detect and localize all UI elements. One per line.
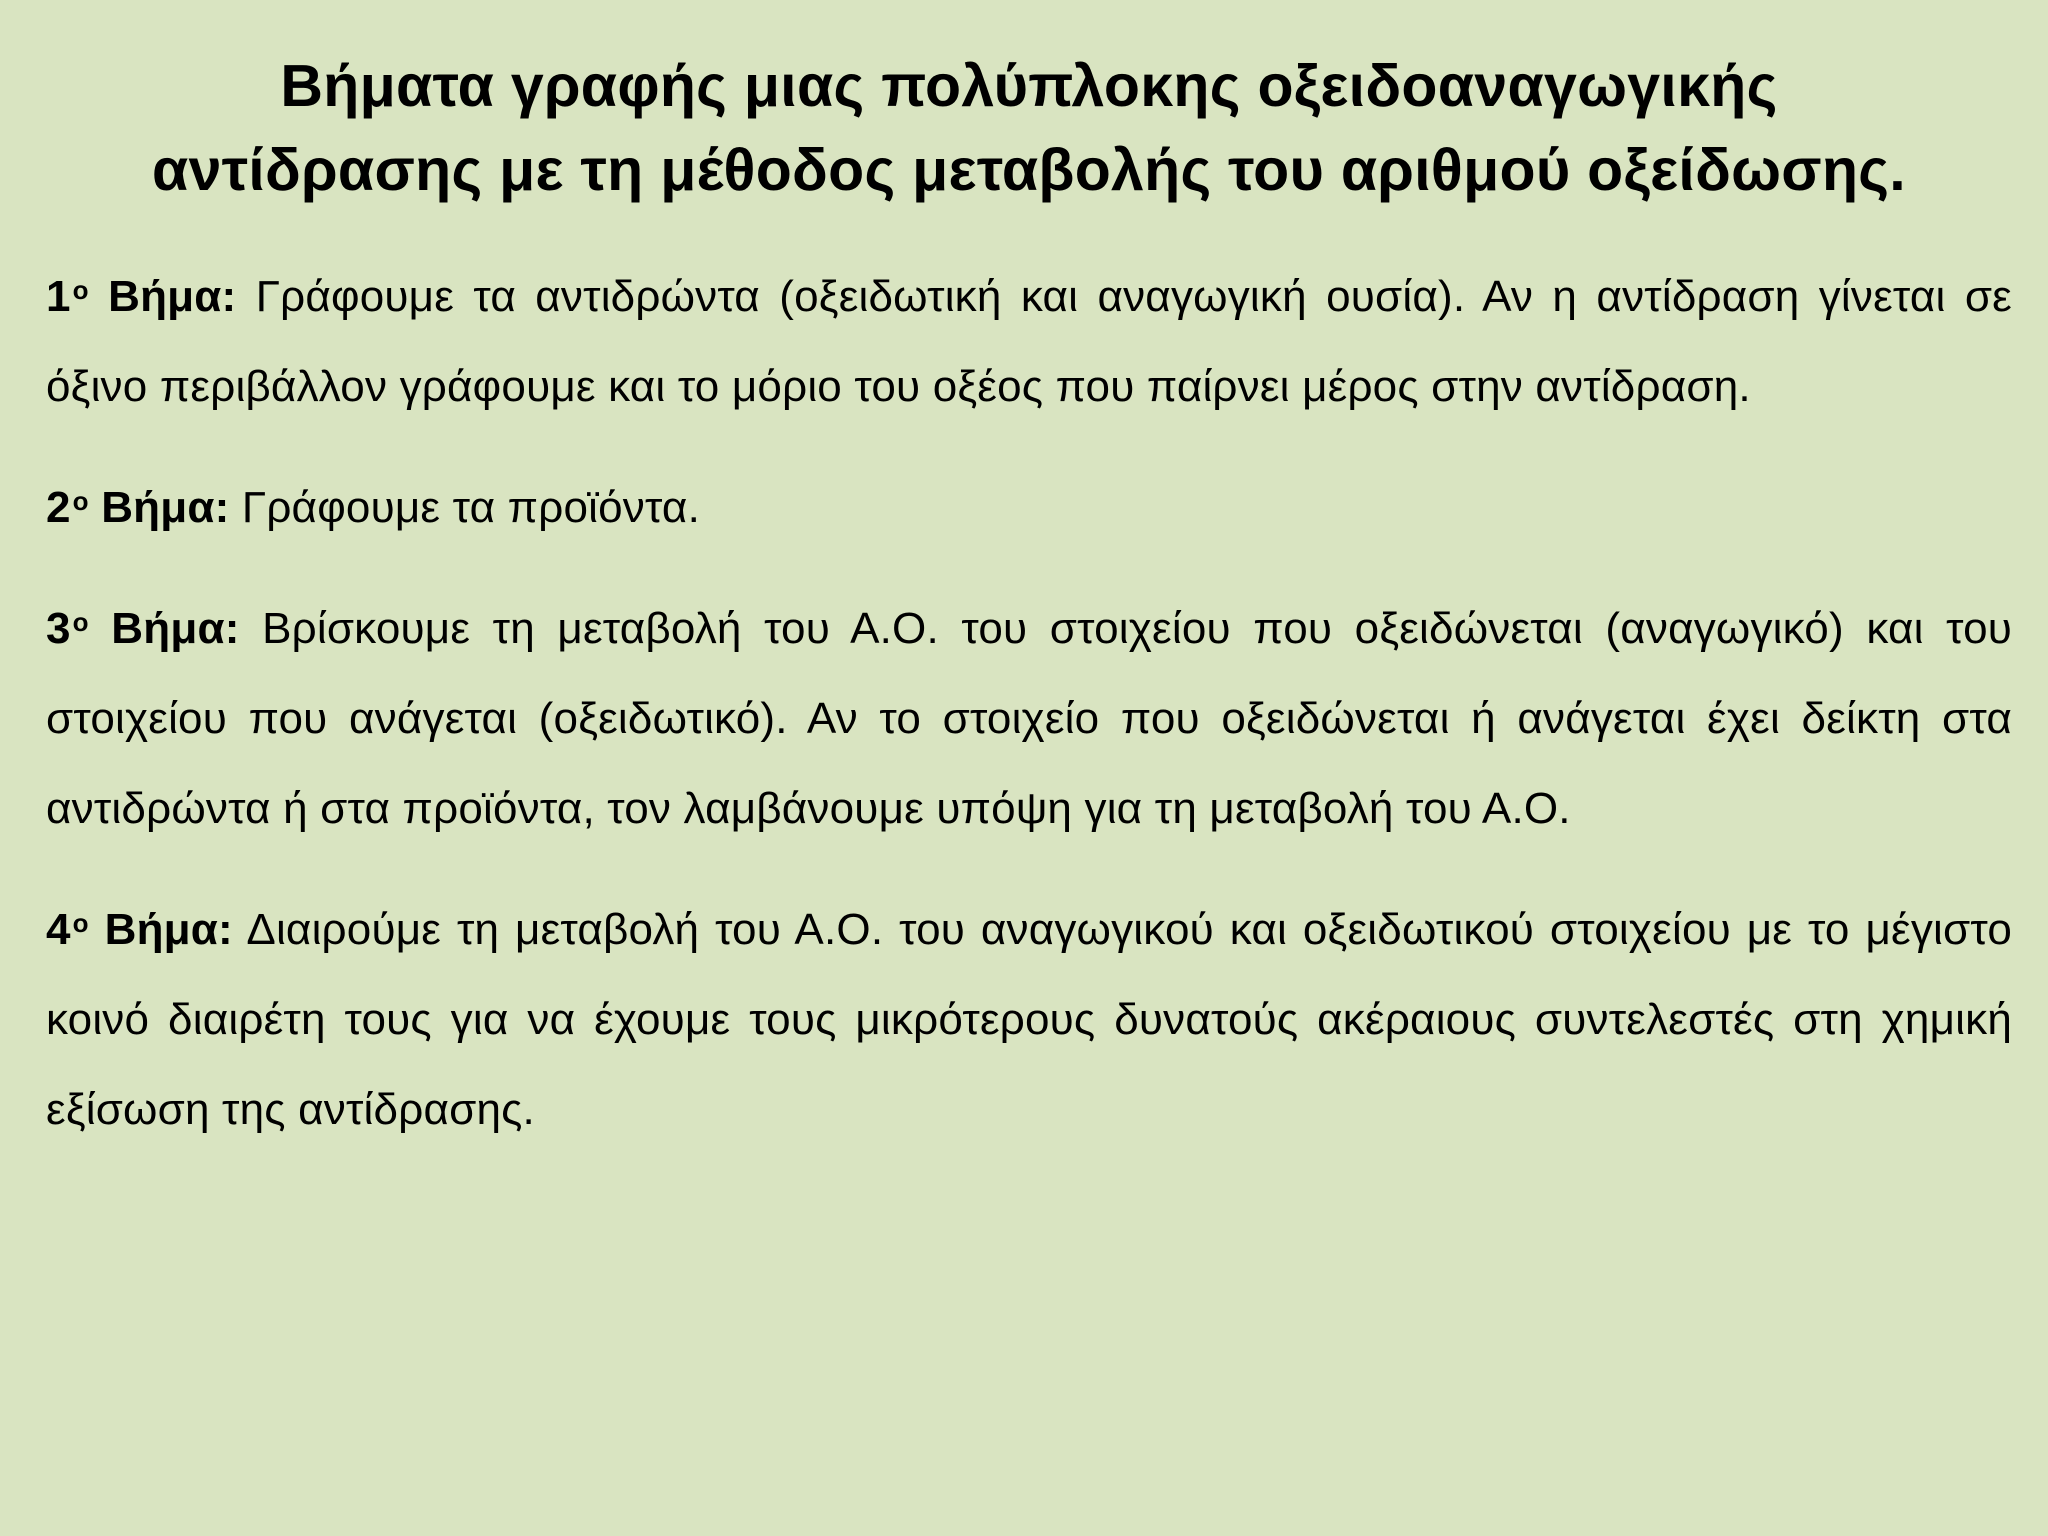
step-1-label-text: Βήμα: xyxy=(88,272,237,321)
title-line-1: Βήματα γραφής μιας πολύπλοκης οξειδοαναγωγικής xyxy=(280,53,1778,119)
step-2-label xyxy=(46,483,229,532)
step-2-label-text: Βήμα: xyxy=(88,483,230,532)
step-3-text: Βρίσκουμε τη μεταβολή του Α.Ο. του στοιχείου που οξειδώνεται (αναγωγικό) και του στοιχείου που ανάγεται (οξειδωτικό). Αν το στοιχείο που οξειδώνεται ή ανάγεται έχει δείκτη στα αντιδρώντα ή στα προϊόντα, τον λαμβάνουμε υπόψη για τη μεταβολή του Α.Ο. xyxy=(46,604,2013,833)
step-4-text: Διαιρούμε τη μεταβολή του Α.Ο. του αναγωγικού και οξειδωτικού στοιχείου με το μέγιστο κοινό διαιρέτη τους για να έχουμε τους μικρότερους δυνατούς ακέραιους συντελεστές στη χημική εξίσωση της αντίδρασης. xyxy=(46,905,2012,1134)
step-4-ordinal: ο xyxy=(72,908,89,938)
step-3-label-text: Βήμα: xyxy=(88,604,240,653)
step-1-number: 1 xyxy=(46,272,71,321)
step-4-label-text: Βήμα: xyxy=(88,905,233,954)
title-line-2: αντίδρασης με τη μέθοδος μεταβολής του αριθμού οξείδωσης. xyxy=(152,137,1906,203)
step-3-ordinal: ο xyxy=(72,607,89,637)
step-2-ordinal: ο xyxy=(72,486,89,516)
step-1 xyxy=(46,252,2012,432)
step-4-label xyxy=(46,905,233,954)
step-1-label xyxy=(46,272,236,321)
step-3 xyxy=(46,584,2012,854)
step-2-text: Γράφουμε τα προϊόντα. xyxy=(229,483,700,532)
step-1-ordinal: ο xyxy=(72,275,89,305)
step-2 xyxy=(46,463,2012,553)
step-4-number: 4 xyxy=(46,905,71,954)
step-1-text: Γράφουμε τα αντιδρώντα (οξειδωτική και αναγωγική ουσία). Αν η αντίδραση γίνεται σε όξινο περιβάλλον γράφουμε και το μόριο του οξέος που παίρνει μέρος στην αντίδραση. xyxy=(46,272,2012,411)
slide-title xyxy=(46,0,2012,212)
step-2-number: 2 xyxy=(46,483,71,532)
step-3-number: 3 xyxy=(46,604,71,653)
step-3-label xyxy=(46,604,240,653)
steps-list xyxy=(46,252,2012,1155)
step-4 xyxy=(46,885,2012,1155)
